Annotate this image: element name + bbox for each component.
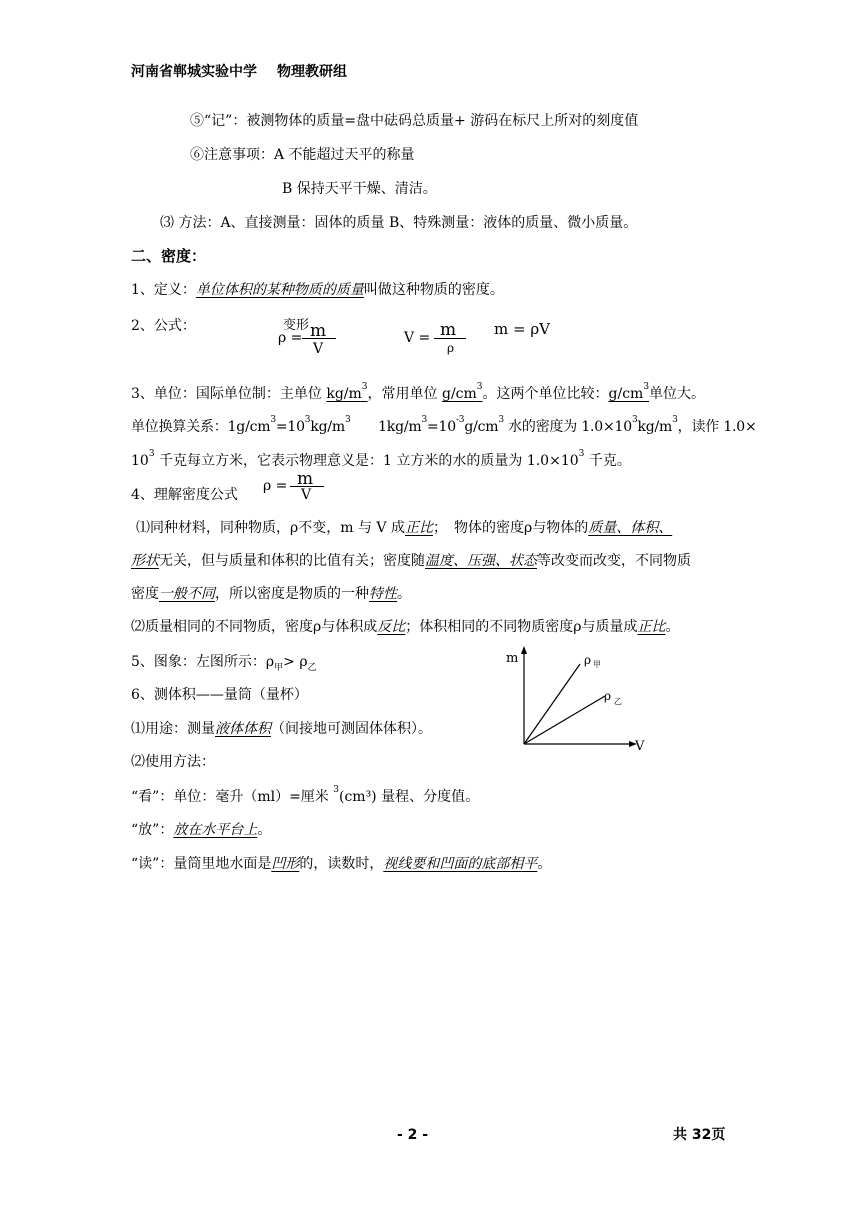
conv-h: kg/m bbox=[637, 419, 673, 435]
sub-jia: 甲 bbox=[274, 662, 284, 673]
p1-u2: 质量、体积、 bbox=[588, 520, 673, 536]
formula1-numerator: m bbox=[310, 321, 327, 341]
units-text-a: 3、单位：国际单位制：主单位 bbox=[131, 386, 327, 402]
item5-b: > ρ bbox=[283, 654, 308, 670]
graph-line-yi bbox=[524, 696, 605, 744]
unit-kgm: kg/m bbox=[326, 386, 362, 402]
conv-d: 1kg/m bbox=[350, 419, 422, 435]
conv-a: 单位换算关系：1g/cm bbox=[131, 419, 271, 435]
item5-a: 5、图象：左图所示：ρ bbox=[131, 654, 275, 670]
put-u: 放在水平台上 bbox=[173, 822, 258, 838]
p1-a: ⑴同种材料，同种物质，ρ不变，m 与 V 成 bbox=[136, 520, 405, 536]
formula1-rho: ρ = bbox=[278, 330, 303, 346]
formula-label: 2、公式： bbox=[131, 318, 196, 334]
line-notes-b: B 保持天平干燥、清洁。 bbox=[282, 181, 437, 197]
formula4-denominator: V bbox=[301, 487, 312, 503]
header-school: 河南省郸城实验中学 bbox=[131, 64, 257, 80]
sup-3: 3 bbox=[361, 382, 368, 392]
para1-line3 bbox=[131, 584, 411, 604]
units-text-b: ，常用单位 bbox=[367, 386, 442, 402]
sup-3: 3 bbox=[672, 415, 678, 425]
sup-3: 3 bbox=[578, 449, 585, 459]
p3-u2: 特性 bbox=[369, 586, 397, 602]
use-a: ⑴用途：测量 bbox=[131, 721, 215, 737]
line-definition bbox=[131, 280, 504, 300]
p2-u1: 形状 bbox=[131, 553, 159, 569]
graph-label-yi-sub: 乙 bbox=[614, 697, 622, 706]
sup-3: 3 bbox=[270, 415, 276, 425]
para2 bbox=[131, 617, 679, 637]
graph-y-arrow bbox=[521, 646, 527, 654]
sup-3: 3 bbox=[631, 415, 638, 425]
line-item4: 4、理解密度公式 bbox=[131, 487, 238, 503]
rd-b: 的，读数时， bbox=[299, 856, 384, 872]
definition-label: 1、定义： bbox=[131, 282, 196, 298]
p3-c: 。 bbox=[397, 586, 411, 602]
para1-line1 bbox=[136, 518, 672, 538]
p1-b: ； 物体的密度ρ与物体的 bbox=[432, 520, 589, 536]
page-total: 共 32页 bbox=[673, 1127, 726, 1143]
graph-label-jia-sub: 甲 bbox=[593, 660, 601, 669]
unit-kgm3 bbox=[326, 382, 368, 402]
rd-u1: 凹形 bbox=[271, 856, 300, 872]
p3-a: 密度 bbox=[131, 586, 159, 602]
sup-3: 3 bbox=[498, 415, 504, 425]
formula2-bar bbox=[434, 338, 466, 339]
formula1-denominator: V bbox=[313, 341, 324, 357]
line-item6: 6、测体积——量筒（量杯） bbox=[131, 687, 308, 703]
deform-label: 变形 bbox=[283, 318, 310, 333]
sub-yi: 乙 bbox=[307, 662, 317, 673]
line-methods: ⑶ 方法：A、直接测量：固体的质量 B、特殊测量：液体的质量、微小质量。 bbox=[160, 215, 638, 231]
rd-u2: 视线要和凹面的底部相平 bbox=[383, 856, 538, 872]
formula3: m = ρV bbox=[494, 320, 550, 338]
sup-3: 3 bbox=[344, 415, 351, 425]
sup-3: 3 bbox=[643, 382, 650, 392]
section-heading-density: 二、密度： bbox=[131, 247, 207, 265]
p2-b: 等改变而改变，不同物质 bbox=[537, 553, 691, 569]
sup-3: 3 bbox=[476, 382, 483, 392]
sup-3: 3 bbox=[421, 415, 427, 425]
line-notes-a: ⑥注意事项：A 不能超过天平的称量 bbox=[190, 147, 415, 163]
conv-f: g/cm bbox=[464, 419, 499, 435]
conv-g: 水的密度为 1.0×10 bbox=[503, 419, 632, 435]
conv-e: =10 bbox=[426, 419, 456, 435]
units-text-c: 。这两个单位比较： bbox=[482, 386, 609, 402]
unit-gcm3-1 bbox=[441, 382, 483, 402]
definition-underlined: 单位体积的某种物质的质量 bbox=[195, 282, 364, 298]
put-a: “放”： bbox=[131, 822, 174, 838]
p4-u2: 正比 bbox=[637, 619, 666, 635]
p3-u1: 一般不同 bbox=[159, 586, 215, 602]
conv-c: kg/m bbox=[310, 419, 345, 435]
line-reading bbox=[131, 451, 631, 471]
line-method: ⑵使用方法： bbox=[131, 754, 215, 770]
page-number: - 2 - bbox=[397, 1127, 429, 1143]
formula2-numerator: m bbox=[440, 320, 457, 340]
rd-c: 。 bbox=[537, 856, 552, 872]
formula4-rho: ρ = bbox=[263, 478, 288, 494]
formula4-numerator: m bbox=[297, 469, 314, 489]
line-read bbox=[131, 854, 551, 874]
look-b: (cm³) 量程、分度值。 bbox=[338, 789, 480, 805]
unit-gcm: g/cm bbox=[441, 386, 477, 402]
p2-u2: 温度、压强、状态 bbox=[425, 553, 537, 569]
graph-line-jia bbox=[524, 664, 580, 744]
header-group: 物理教研组 bbox=[277, 64, 347, 80]
graph-x-label: V bbox=[635, 739, 645, 754]
read-c: 千克。 bbox=[584, 453, 631, 469]
p4-a: ⑵质量相同的不同物质，密度ρ与体积成 bbox=[131, 619, 378, 635]
line-put bbox=[131, 820, 271, 840]
sup-3: 3 bbox=[304, 415, 311, 425]
p3-b: ，所以密度是物质的一种 bbox=[215, 586, 369, 602]
formula2-denominator: ρ bbox=[447, 341, 455, 355]
sup-3: 3 bbox=[333, 785, 339, 795]
formula1-bar bbox=[302, 338, 336, 339]
p4-c: 。 bbox=[665, 619, 680, 635]
units-text-d: 单位大。 bbox=[649, 386, 706, 402]
read-b: 千克每立方米，它表示物理意义是：1 立方米的水的质量为 1.0×10 bbox=[154, 453, 579, 469]
line-item5 bbox=[131, 652, 317, 678]
formula2-v: V = bbox=[404, 330, 431, 346]
p2-a: 无关，但与质量和体积的比值有关；密度随 bbox=[159, 553, 425, 569]
graph-y-label: m bbox=[506, 651, 519, 666]
conv-b: =10 bbox=[275, 419, 305, 435]
line-use bbox=[131, 719, 432, 739]
line-conversion bbox=[131, 417, 757, 437]
line-units bbox=[131, 384, 705, 404]
sup-neg3: -3 bbox=[455, 415, 465, 425]
line-look bbox=[131, 787, 479, 807]
graph-label-jia: ρ bbox=[584, 653, 592, 667]
look-a: “看”：单位：毫升（ml）=厘米 bbox=[131, 789, 334, 805]
definition-rest: 叫做这种物质的密度。 bbox=[363, 282, 504, 298]
read-a: 10 bbox=[131, 453, 149, 469]
density-graph bbox=[500, 640, 660, 765]
p4-u1: 反比 bbox=[377, 619, 406, 635]
put-b: 。 bbox=[257, 822, 272, 838]
unit-gcm3-2 bbox=[608, 382, 650, 402]
p4-b: ；体积相同的不同物质密度ρ与质量成 bbox=[405, 619, 638, 635]
rd-a: “读”：量筒里地水面是 bbox=[131, 856, 272, 872]
graph-label-yi: ρ bbox=[604, 689, 612, 703]
sup-3: 3 bbox=[148, 449, 155, 459]
para1-line2 bbox=[131, 551, 691, 571]
unit-gcm: g/cm bbox=[608, 386, 644, 402]
use-u: 液体体积 bbox=[215, 721, 271, 737]
use-b: （间接地可测固体体积）。 bbox=[271, 721, 432, 737]
p1-u1: 正比 bbox=[404, 520, 433, 536]
line-record: ⑤“记”：被测物体的质量=盘中砝码总质量+ 游码在标尺上所对的刻度值 bbox=[190, 113, 639, 129]
conv-i: ，读作 1.0× bbox=[677, 419, 757, 435]
